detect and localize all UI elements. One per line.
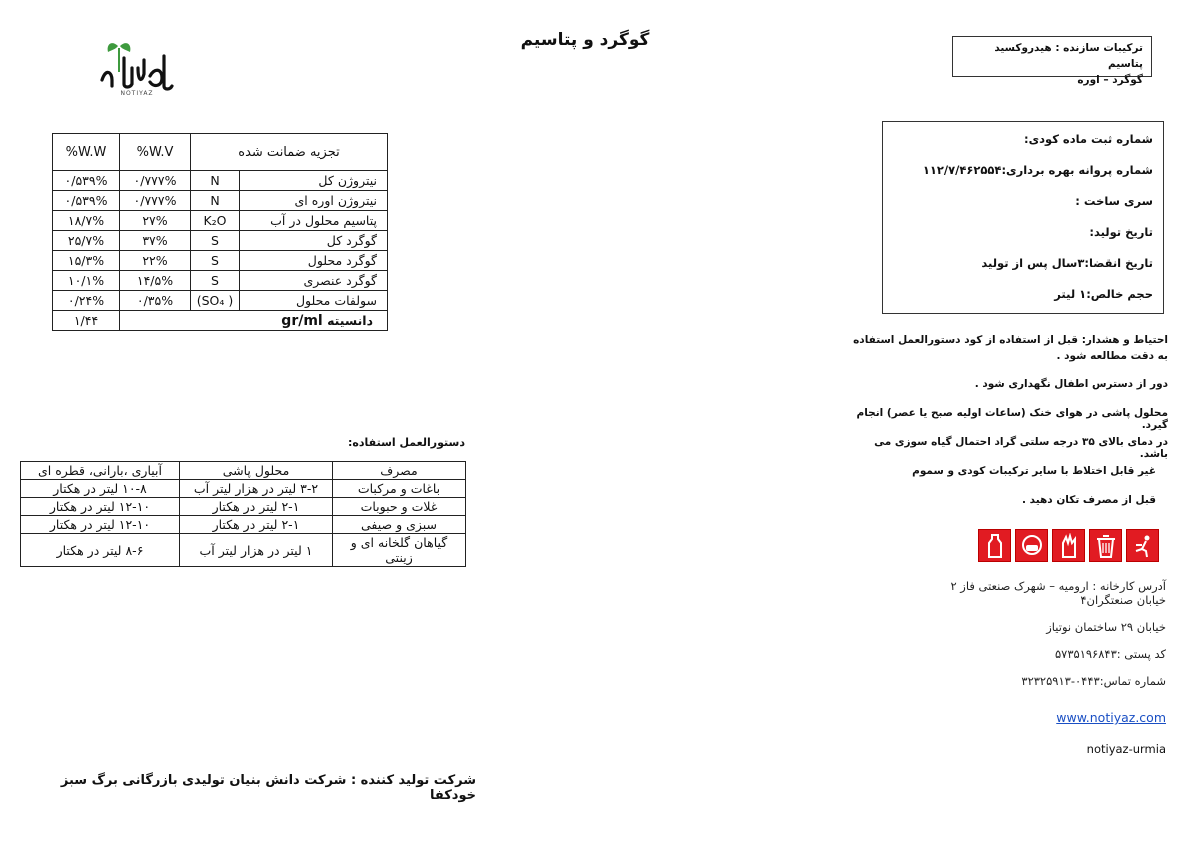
- registration-box: [882, 121, 1164, 314]
- density-value: ۱/۴۴: [53, 311, 120, 331]
- nutrient-name-cell: نیتروژن اوره ای: [240, 191, 388, 211]
- expiry-line: تاریخ انقضا:۳سال پس از تولید: [981, 256, 1153, 270]
- ww-cell: ۰/۵۳۹%: [53, 171, 120, 191]
- table-row: [53, 231, 388, 251]
- website-link[interactable]: www.notiyaz.com: [1056, 710, 1166, 725]
- symbol-cell: (SO₄ ): [191, 291, 240, 311]
- symbol-cell: K₂O: [191, 211, 240, 231]
- usage-rows: [21, 480, 466, 567]
- header-crop: مصرف: [333, 462, 466, 480]
- header-irrigation: آبیاری ،بارانی، قطره ای: [21, 462, 180, 480]
- irrigation-cell: ۱۰-۸ لیتر در هکتار: [21, 480, 180, 498]
- ww-cell: ۱۵/۳%: [53, 251, 120, 271]
- composition-line: ترکیبات سازنده : هیدروکسید پتاسیم: [994, 42, 1143, 70]
- warning-line: دور از دسترس اطفال نگهداری شود .: [974, 378, 1168, 390]
- symbol-cell: N: [191, 191, 240, 211]
- nutrient-name-cell: سولفات محلول: [240, 291, 388, 311]
- usage-header-row: [21, 462, 466, 480]
- production-date-line: تاریخ تولید:: [1089, 225, 1153, 239]
- warnings-block: [846, 332, 1168, 523]
- dispose-bin-icon: [1126, 529, 1159, 562]
- symbol-cell: S: [191, 231, 240, 251]
- crop-cell: سبزی و صیفی: [333, 516, 466, 534]
- spray-cell: ۳-۲ لیتر در هزار لیتر آب: [180, 480, 333, 498]
- ww-cell: ۱۰/۱%: [53, 271, 120, 291]
- crop-cell: باغات و مرکبات: [333, 480, 466, 498]
- spray-cell: ۲-۱ لیتر در هکتار: [180, 498, 333, 516]
- shake-bottle-icon: [1089, 529, 1122, 562]
- table-row: [21, 516, 466, 534]
- table-header-row: [53, 134, 388, 171]
- header-analysis: تجزیه ضمانت شده: [191, 134, 388, 171]
- address-line: آدرس کارخانه : ارومیه – شهرک صنعتی فاز ۲: [950, 579, 1166, 593]
- ww-cell: ۰/۵۳۹%: [53, 191, 120, 211]
- analysis-rows: [53, 171, 388, 311]
- warning-line: احتیاط و هشدار: قبل از استفاده از کود دستورالعمل استفاده به دقت مطالعه شود .: [853, 334, 1168, 362]
- density-row: [53, 311, 388, 331]
- table-row: [21, 480, 466, 498]
- table-row: [53, 251, 388, 271]
- irrigation-cell: ۱۲-۱۰ لیتر در هکتار: [21, 516, 180, 534]
- nutrient-name-cell: پتاسیم محلول در آب: [240, 211, 388, 231]
- density-label: دانسیته: [327, 312, 373, 328]
- notiyaz-logo-graphic: [98, 38, 176, 98]
- logo-tagline: NOTIYAZ: [120, 90, 154, 97]
- address-line: خیابان صنعتگران۴: [1080, 593, 1166, 607]
- spray-cell: ۱ لیتر در هزار لیتر آب: [180, 534, 333, 567]
- wv-cell: ۰/۷۷۷%: [120, 191, 191, 211]
- face-mask-icon: [1015, 529, 1048, 562]
- irrigation-cell: ۱۲-۱۰ لیتر در هکتار: [21, 498, 180, 516]
- ww-cell: ۰/۲۴%: [53, 291, 120, 311]
- usage-heading: دستورالعمل استفاده:: [348, 436, 465, 449]
- ww-cell: ۲۵/۷%: [53, 231, 120, 251]
- header-wv: %W.V: [120, 134, 191, 171]
- table-row: [53, 171, 388, 191]
- wv-cell: ۰/۷۷۷%: [120, 171, 191, 191]
- density-label-cell: [120, 311, 388, 331]
- batch-line: سری ساخت :: [1075, 194, 1153, 208]
- wv-cell: ۲۷%: [120, 211, 191, 231]
- nutrient-name-cell: گوگرد محلول: [240, 251, 388, 271]
- composition-line: گوگرد – اوره: [1077, 74, 1143, 86]
- warning-line: قبل از مصرف تکان دهید .: [1022, 494, 1156, 506]
- material-code-line: شماره ثبت ماده کودی:: [1023, 132, 1153, 146]
- density-unit: gr/ml: [281, 312, 323, 329]
- table-row: [53, 191, 388, 211]
- spray-cell: ۲-۱ لیتر در هکتار: [180, 516, 333, 534]
- irrigation-cell: ۸-۶ لیتر در هکتار: [21, 534, 180, 567]
- guaranteed-analysis-table: [52, 133, 388, 331]
- nutrient-name-cell: گوگرد عنصری: [240, 271, 388, 291]
- nutrient-name-cell: نیتروژن کل: [240, 171, 388, 191]
- producer-line: شرکت تولید کننده : شرکت دانش بنیان تولیدی بازرگانی برگ سبز خودکفا: [60, 773, 476, 803]
- composition-box: [952, 36, 1152, 86]
- nutrient-name-cell: گوگرد کل: [240, 231, 388, 251]
- warning-line: در دمای بالای ۳۵ درجه سلتی گراد احتمال گیاه سوزی می باشد.: [874, 436, 1168, 460]
- wv-cell: ۲۲%: [120, 251, 191, 271]
- product-title: گوگرد و پتاسیم: [520, 30, 650, 50]
- gloves-icon: [1052, 529, 1085, 562]
- table-row: [53, 211, 388, 231]
- warning-line: غیر قابل اختلاط با سایر ترکیبات کودی و سموم: [912, 465, 1156, 477]
- wv-cell: ۰/۳۵%: [120, 291, 191, 311]
- table-row: [53, 271, 388, 291]
- warning-line: محلول پاشی در هوای خنک (ساعات اولیه صبح یا عصر) انجام گیرد.: [856, 407, 1168, 431]
- address-line: خیابان ۲۹ ساختمان نوتیاز: [1046, 620, 1166, 634]
- crop-cell: غلات و حبوبات: [333, 498, 466, 516]
- volume-line: حجم خالص:۱ لیتر: [1054, 287, 1153, 301]
- table-row: [21, 498, 466, 516]
- ww-cell: ۱۸/۷%: [53, 211, 120, 231]
- symbol-cell: S: [191, 251, 240, 271]
- hazard-icons: [978, 529, 1164, 563]
- bottle-icon: [978, 529, 1011, 562]
- phone-number: شماره تماس:۰۴۴۳-۳۲۳۲۵۹۱۳: [1021, 674, 1166, 688]
- wv-cell: ۳۷%: [120, 231, 191, 251]
- header-ww: %W.W: [53, 134, 120, 171]
- license-line: شماره پروانه بهره برداری:۱۱۲/۷/۴۶۲۵۵۴: [922, 163, 1153, 177]
- company-logo: [98, 38, 176, 98]
- wv-cell: ۱۴/۵%: [120, 271, 191, 291]
- contact-id: notiyaz-urmia: [1086, 742, 1166, 756]
- crop-cell: گیاهان گلخانه ای و زینتی: [333, 534, 466, 567]
- table-row: [53, 291, 388, 311]
- header-spray: محلول پاشی: [180, 462, 333, 480]
- address-block: [890, 579, 1166, 701]
- symbol-cell: S: [191, 271, 240, 291]
- usage-table: [20, 461, 466, 567]
- symbol-cell: N: [191, 171, 240, 191]
- table-row: [21, 534, 466, 567]
- postal-code: کد پستی :۵۷۳۵۱۹۶۸۴۳: [1055, 647, 1166, 661]
